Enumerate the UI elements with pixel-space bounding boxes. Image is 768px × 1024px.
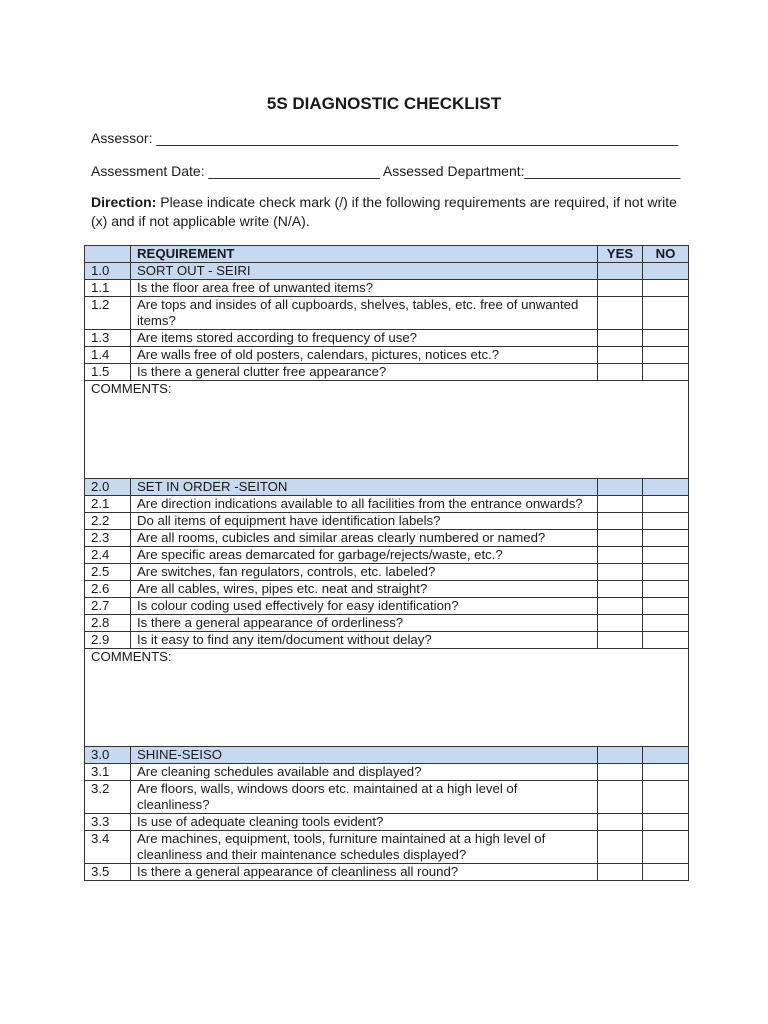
item-num: 1.5	[85, 364, 131, 381]
no-checkbox-cell[interactable]	[643, 297, 689, 330]
table-row	[85, 564, 689, 581]
section-num: 3.0	[85, 747, 131, 764]
item-num: 2.6	[85, 581, 131, 598]
no-checkbox-cell[interactable]	[643, 814, 689, 831]
table-row	[85, 814, 689, 831]
no-checkbox-cell[interactable]	[643, 581, 689, 598]
item-num: 3.2	[85, 781, 131, 814]
table-row	[85, 615, 689, 632]
item-requirement: Are cleaning schedules available and displayed?	[131, 764, 598, 781]
table-row	[85, 632, 689, 649]
item-requirement: Are specific areas demarcated for garbage/rejects/waste, etc.?	[131, 547, 598, 564]
item-num: 2.3	[85, 530, 131, 547]
item-requirement: Are all rooms, cubicles and similar areas clearly numbered or named?	[131, 530, 598, 547]
comments-row	[85, 381, 689, 479]
yes-checkbox-cell[interactable]	[598, 263, 643, 280]
yes-checkbox-cell[interactable]	[598, 530, 643, 547]
item-requirement: Is the floor area free of unwanted items?	[131, 280, 598, 297]
assessor-line: Assessor: ___________________________________________________________________	[91, 130, 679, 146]
no-checkbox-cell[interactable]	[643, 364, 689, 381]
yes-checkbox-cell[interactable]	[598, 547, 643, 564]
direction-text: Please indicate check mark (/) if the following requirements are required, if not write (x) and if not applicable write (N/A).	[91, 194, 677, 229]
item-requirement: Is colour coding used effectively for easy identification?	[131, 598, 598, 615]
yes-checkbox-cell[interactable]	[598, 513, 643, 530]
yes-checkbox-cell[interactable]	[598, 496, 643, 513]
item-requirement: Are all cables, wires, pipes etc. neat and straight?	[131, 581, 598, 598]
item-requirement: Are items stored according to frequency of use?	[131, 330, 598, 347]
table-row	[85, 530, 689, 547]
yes-checkbox-cell[interactable]	[598, 781, 643, 814]
item-num: 2.1	[85, 496, 131, 513]
yes-checkbox-cell[interactable]	[598, 864, 643, 881]
item-num: 3.1	[85, 764, 131, 781]
item-num: 3.5	[85, 864, 131, 881]
yes-checkbox-cell[interactable]	[598, 814, 643, 831]
table-row	[85, 831, 689, 864]
table-row	[85, 781, 689, 814]
table-row	[85, 764, 689, 781]
header-requirement: REQUIREMENT	[131, 246, 598, 263]
item-requirement: Are floors, walls, windows doors etc. maintained at a high level of cleanliness?	[131, 781, 598, 814]
table-row	[85, 598, 689, 615]
no-checkbox-cell[interactable]	[643, 330, 689, 347]
table-row	[85, 547, 689, 564]
no-checkbox-cell[interactable]	[643, 747, 689, 764]
yes-checkbox-cell[interactable]	[598, 747, 643, 764]
item-num: 1.4	[85, 347, 131, 364]
header-yes: YES	[598, 246, 643, 263]
section-row	[85, 263, 689, 280]
item-requirement: Are walls free of old posters, calendars, pictures, notices etc.?	[131, 347, 598, 364]
item-requirement: Are direction indications available to all facilities from the entrance onwards?	[131, 496, 598, 513]
yes-checkbox-cell[interactable]	[598, 479, 643, 496]
no-checkbox-cell[interactable]	[643, 280, 689, 297]
table-row	[85, 581, 689, 598]
table-row	[85, 280, 689, 297]
section-row	[85, 479, 689, 496]
no-checkbox-cell[interactable]	[643, 615, 689, 632]
section-row	[85, 747, 689, 764]
no-checkbox-cell[interactable]	[643, 347, 689, 364]
item-num: 1.3	[85, 330, 131, 347]
assessment-date-line: Assessment Date: ______________________ Assessed Department:____________________	[91, 163, 681, 179]
page-title: 5S DIAGNOSTIC CHECKLIST	[266, 94, 502, 113]
yes-checkbox-cell[interactable]	[598, 564, 643, 581]
item-num: 3.4	[85, 831, 131, 864]
item-num: 3.3	[85, 814, 131, 831]
no-checkbox-cell[interactable]	[643, 547, 689, 564]
item-num: 2.2	[85, 513, 131, 530]
comments-field[interactable]: COMMENTS:	[85, 649, 689, 747]
comments-field[interactable]: COMMENTS:	[85, 381, 689, 479]
table-row	[85, 347, 689, 364]
yes-checkbox-cell[interactable]	[598, 764, 643, 781]
header-num	[85, 246, 131, 263]
yes-checkbox-cell[interactable]	[598, 330, 643, 347]
item-num: 1.2	[85, 297, 131, 330]
yes-checkbox-cell[interactable]	[598, 831, 643, 864]
no-checkbox-cell[interactable]	[643, 864, 689, 881]
item-requirement: Is there a general appearance of orderliness?	[131, 615, 598, 632]
direction-paragraph	[91, 193, 681, 231]
item-requirement: Do all items of equipment have identification labels?	[131, 513, 598, 530]
comments-row	[85, 649, 689, 747]
no-checkbox-cell[interactable]	[643, 598, 689, 615]
header-no: NO	[643, 246, 689, 263]
table-header-row	[85, 246, 689, 263]
no-checkbox-cell[interactable]	[643, 513, 689, 530]
section-num: 2.0	[85, 479, 131, 496]
table-row	[85, 513, 689, 530]
no-checkbox-cell[interactable]	[643, 263, 689, 280]
direction-label: Direction:	[91, 194, 157, 210]
table-row	[85, 330, 689, 347]
item-num: 2.8	[85, 615, 131, 632]
no-checkbox-cell[interactable]	[643, 764, 689, 781]
section-num: 1.0	[85, 263, 131, 280]
item-requirement: Are machines, equipment, tools, furniture maintained at a high level of cleanliness and their maintenance schedules displayed?	[131, 831, 598, 864]
no-checkbox-cell[interactable]	[643, 496, 689, 513]
yes-checkbox-cell[interactable]	[598, 581, 643, 598]
item-num: 2.7	[85, 598, 131, 615]
item-num: 1.1	[85, 280, 131, 297]
checklist-table	[84, 245, 689, 881]
no-checkbox-cell[interactable]	[643, 831, 689, 864]
item-requirement: Are switches, fan regulators, controls, etc. labeled?	[131, 564, 598, 581]
no-checkbox-cell[interactable]	[643, 781, 689, 814]
section-title: SORT OUT - SEIRI	[131, 263, 598, 280]
item-requirement: Is use of adequate cleaning tools evident?	[131, 814, 598, 831]
yes-checkbox-cell[interactable]	[598, 598, 643, 615]
section-title: SHINE-SEISO	[131, 747, 598, 764]
table-row	[85, 496, 689, 513]
item-requirement: Is there a general appearance of cleanliness all round?	[131, 864, 598, 881]
table-row	[85, 364, 689, 381]
yes-checkbox-cell[interactable]	[598, 632, 643, 649]
item-requirement: Is there a general clutter free appearance?	[131, 364, 598, 381]
yes-checkbox-cell[interactable]	[598, 364, 643, 381]
item-num: 2.9	[85, 632, 131, 649]
item-num: 2.5	[85, 564, 131, 581]
item-num: 2.4	[85, 547, 131, 564]
no-checkbox-cell[interactable]	[643, 479, 689, 496]
item-requirement: Are tops and insides of all cupboards, shelves, tables, etc. free of unwanted items?	[131, 297, 598, 330]
no-checkbox-cell[interactable]	[643, 564, 689, 581]
no-checkbox-cell[interactable]	[643, 632, 689, 649]
yes-checkbox-cell[interactable]	[598, 297, 643, 330]
section-title: SET IN ORDER -SEITON	[131, 479, 598, 496]
yes-checkbox-cell[interactable]	[598, 347, 643, 364]
no-checkbox-cell[interactable]	[643, 530, 689, 547]
table-row	[85, 297, 689, 330]
yes-checkbox-cell[interactable]	[598, 280, 643, 297]
yes-checkbox-cell[interactable]	[598, 615, 643, 632]
table-row	[85, 864, 689, 881]
item-requirement: Is it easy to find any item/document without delay?	[131, 632, 598, 649]
